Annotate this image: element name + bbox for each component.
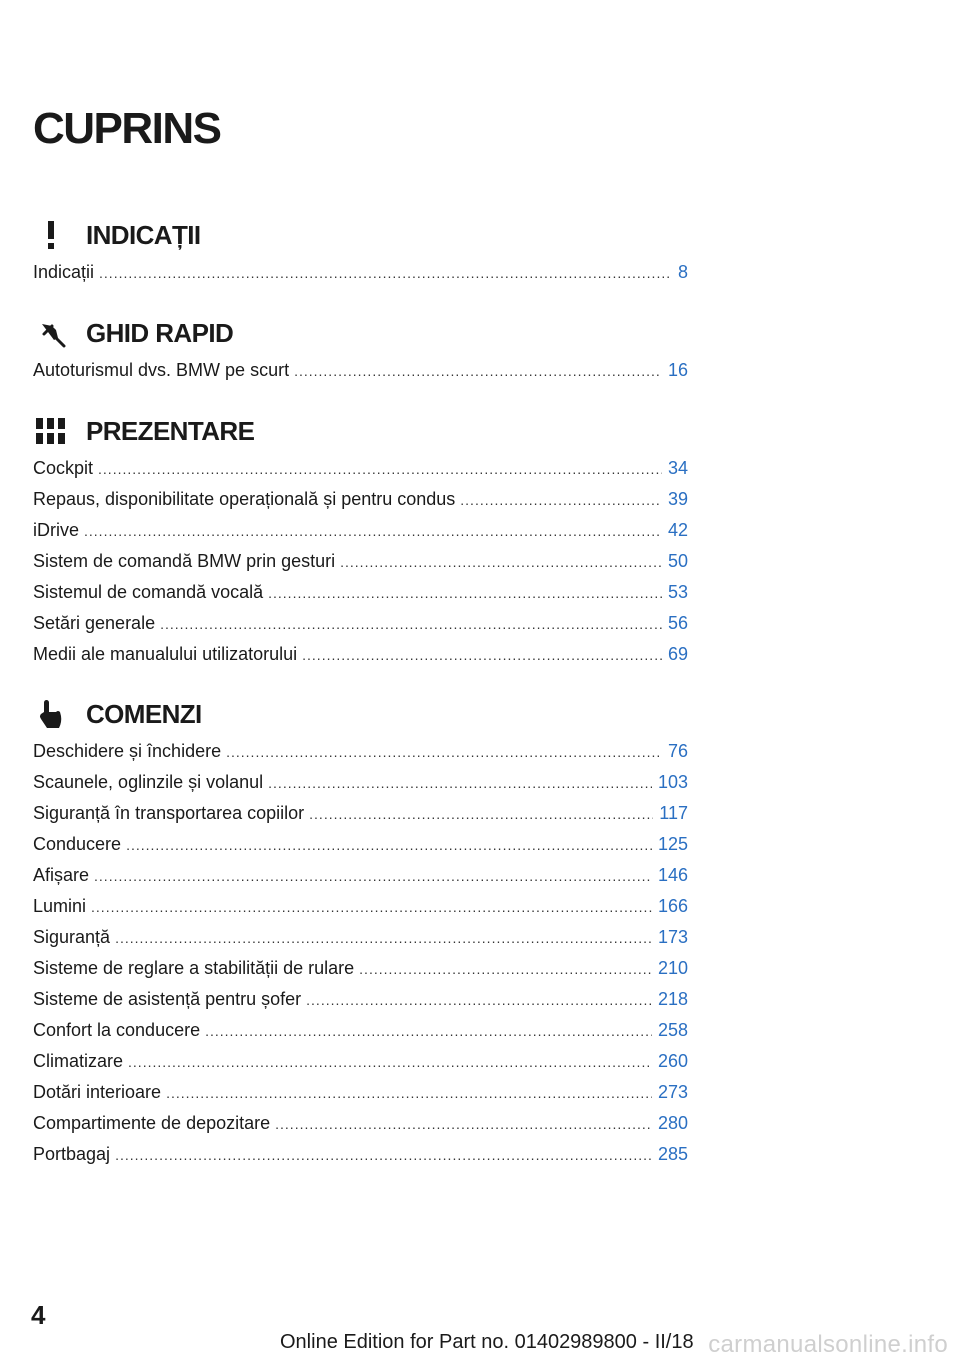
leader-dots (126, 830, 652, 861)
leader-dots (306, 985, 652, 1016)
leader-dots (98, 454, 662, 485)
toc-entry-label: Setări generale (33, 613, 156, 633)
toc-entry[interactable] (33, 515, 688, 546)
toc-entry-page[interactable]: 69 (667, 644, 688, 664)
toc-entry-label: Repaus, disponibilitate operațională și pentru condus (33, 489, 456, 509)
toc-entry-page[interactable]: 218 (657, 989, 688, 1009)
toc-entry-page[interactable]: 260 (657, 1051, 688, 1071)
toc-entry[interactable] (33, 891, 688, 922)
toc-entry-page[interactable]: 76 (667, 741, 688, 761)
toc-entry-label: Sisteme de asistență pentru șofer (33, 989, 302, 1009)
toc-entry-label: Sisteme de reglare a stabilității de rulare (33, 958, 355, 978)
leader-dots (99, 258, 672, 289)
page-number: 4 (31, 1300, 46, 1330)
leader-dots (275, 1109, 652, 1140)
toc-entry[interactable] (33, 257, 688, 288)
toc-entry[interactable] (33, 767, 688, 798)
toc-entry[interactable] (33, 1015, 688, 1046)
toc-entry[interactable] (33, 608, 688, 639)
hand-pointer-icon (33, 698, 69, 730)
toc-entry-label: Autoturismul dvs. BMW pe scurt (33, 360, 290, 380)
leader-dots (166, 1078, 652, 1109)
toc-entry-page[interactable]: 39 (667, 489, 688, 509)
toc-entry-label: Sistem de comandă BMW prin gesturi (33, 551, 336, 571)
pin-icon (33, 317, 69, 349)
leader-dots (268, 578, 662, 609)
toc-entry-page[interactable]: 16 (667, 360, 688, 380)
grid-icon (33, 415, 69, 447)
toc-entry-page[interactable]: 125 (657, 834, 688, 854)
section-entries (33, 257, 688, 288)
toc-entry-label: Indicații (33, 262, 95, 282)
leader-dots (94, 861, 652, 892)
toc-entry-label: Cockpit (33, 458, 94, 478)
section-entries (33, 736, 688, 1170)
section-prezentare (33, 411, 688, 670)
toc-entry-page[interactable]: 50 (667, 551, 688, 571)
section-ghid-rapid (33, 313, 688, 386)
toc-entry-page[interactable]: 210 (657, 958, 688, 978)
toc-entry-page[interactable]: 34 (667, 458, 688, 478)
toc-entry-label: Sistemul de comandă vocală (33, 582, 264, 602)
toc-entry[interactable] (33, 453, 688, 484)
toc-entry-page[interactable]: 117 (659, 803, 688, 823)
toc-entry-page[interactable]: 53 (667, 582, 688, 602)
toc-entry[interactable] (33, 1046, 688, 1077)
toc-entry-label: Lumini (33, 896, 87, 916)
leader-dots (205, 1016, 652, 1047)
section-entries (33, 453, 688, 670)
toc-entry[interactable] (33, 639, 688, 670)
leader-dots (128, 1047, 652, 1078)
section-title: INDICAȚII (86, 219, 201, 250)
section-comenzi (33, 694, 688, 1170)
toc-entry-label: Medii ale manualului utilizatorului (33, 644, 298, 664)
watermark: carmanualsonline.info (708, 1331, 948, 1358)
leader-dots (84, 516, 662, 547)
toc-entry-page[interactable]: 146 (657, 865, 688, 885)
toc-entry-label: Portbagaj (33, 1144, 111, 1164)
toc-entry-page[interactable]: 280 (657, 1113, 688, 1133)
leader-dots (302, 640, 662, 671)
leader-dots (91, 892, 652, 923)
leader-dots (115, 923, 652, 954)
toc-entry[interactable] (33, 798, 688, 829)
toc-entry[interactable] (33, 860, 688, 891)
section-title: PREZENTARE (86, 415, 255, 446)
toc-entry-label: iDrive (33, 520, 80, 540)
section-entries (33, 355, 688, 386)
toc-entry-label: Siguranță în transportarea copiilor (33, 803, 305, 823)
toc-entry-label: Conducere (33, 834, 122, 854)
footer-edition: Online Edition for Part no. 01402989800 - II/18 (280, 1331, 694, 1353)
toc-entry-page[interactable]: 273 (657, 1082, 688, 1102)
toc-entry[interactable] (33, 577, 688, 608)
toc-entry-page[interactable]: 173 (657, 927, 688, 947)
toc-entry-label: Deschidere și închidere (33, 741, 222, 761)
toc-entry[interactable] (33, 546, 688, 577)
toc-entry[interactable] (33, 484, 688, 515)
leader-dots (460, 485, 662, 516)
section-header (33, 313, 688, 353)
leader-dots (160, 609, 662, 640)
leader-dots (340, 547, 662, 578)
toc-entry-page[interactable]: 103 (657, 772, 688, 792)
section-header (33, 694, 688, 734)
leader-dots (226, 737, 662, 768)
toc-entry-label: Siguranță (33, 927, 111, 947)
section-header (33, 411, 688, 451)
leader-dots (359, 954, 652, 985)
toc-entry[interactable] (33, 1077, 688, 1108)
toc-entry-page[interactable]: 258 (657, 1020, 688, 1040)
toc-entry[interactable] (33, 953, 688, 984)
exclamation-icon (33, 219, 69, 251)
leader-dots (294, 356, 662, 387)
toc-entry[interactable] (33, 922, 688, 953)
toc-entry[interactable] (33, 736, 688, 767)
toc-entry-page[interactable]: 166 (657, 896, 688, 916)
toc-entry-label: Confort la conducere (33, 1020, 201, 1040)
leader-dots (309, 799, 653, 830)
leader-dots (115, 1140, 652, 1171)
toc-entry-label: Afișare (33, 865, 90, 885)
toc-entry-page[interactable]: 56 (667, 613, 688, 633)
toc-entry-label: Scaunele, oglinzile și volanul (33, 772, 264, 792)
toc-entry-label: Climatizare (33, 1051, 124, 1071)
toc-entry[interactable] (33, 355, 688, 386)
toc-entry[interactable] (33, 829, 688, 860)
toc-entry-label: Dotări interioare (33, 1082, 162, 1102)
toc-entry-page[interactable]: 8 (677, 262, 688, 282)
page-title: CUPRINS (33, 104, 221, 153)
section-title: GHID RAPID (86, 317, 234, 348)
toc-entry[interactable] (33, 984, 688, 1015)
section-title: COMENZI (86, 698, 202, 729)
toc-entry[interactable] (33, 1108, 688, 1139)
section-header (33, 215, 688, 255)
leader-dots (268, 768, 652, 799)
toc-entry[interactable] (33, 1139, 688, 1170)
section-indicatii (33, 215, 688, 288)
toc-entry-page[interactable]: 285 (657, 1144, 688, 1164)
toc-entry-page[interactable]: 42 (667, 520, 688, 540)
toc-entry-label: Compartimente de depozitare (33, 1113, 271, 1133)
